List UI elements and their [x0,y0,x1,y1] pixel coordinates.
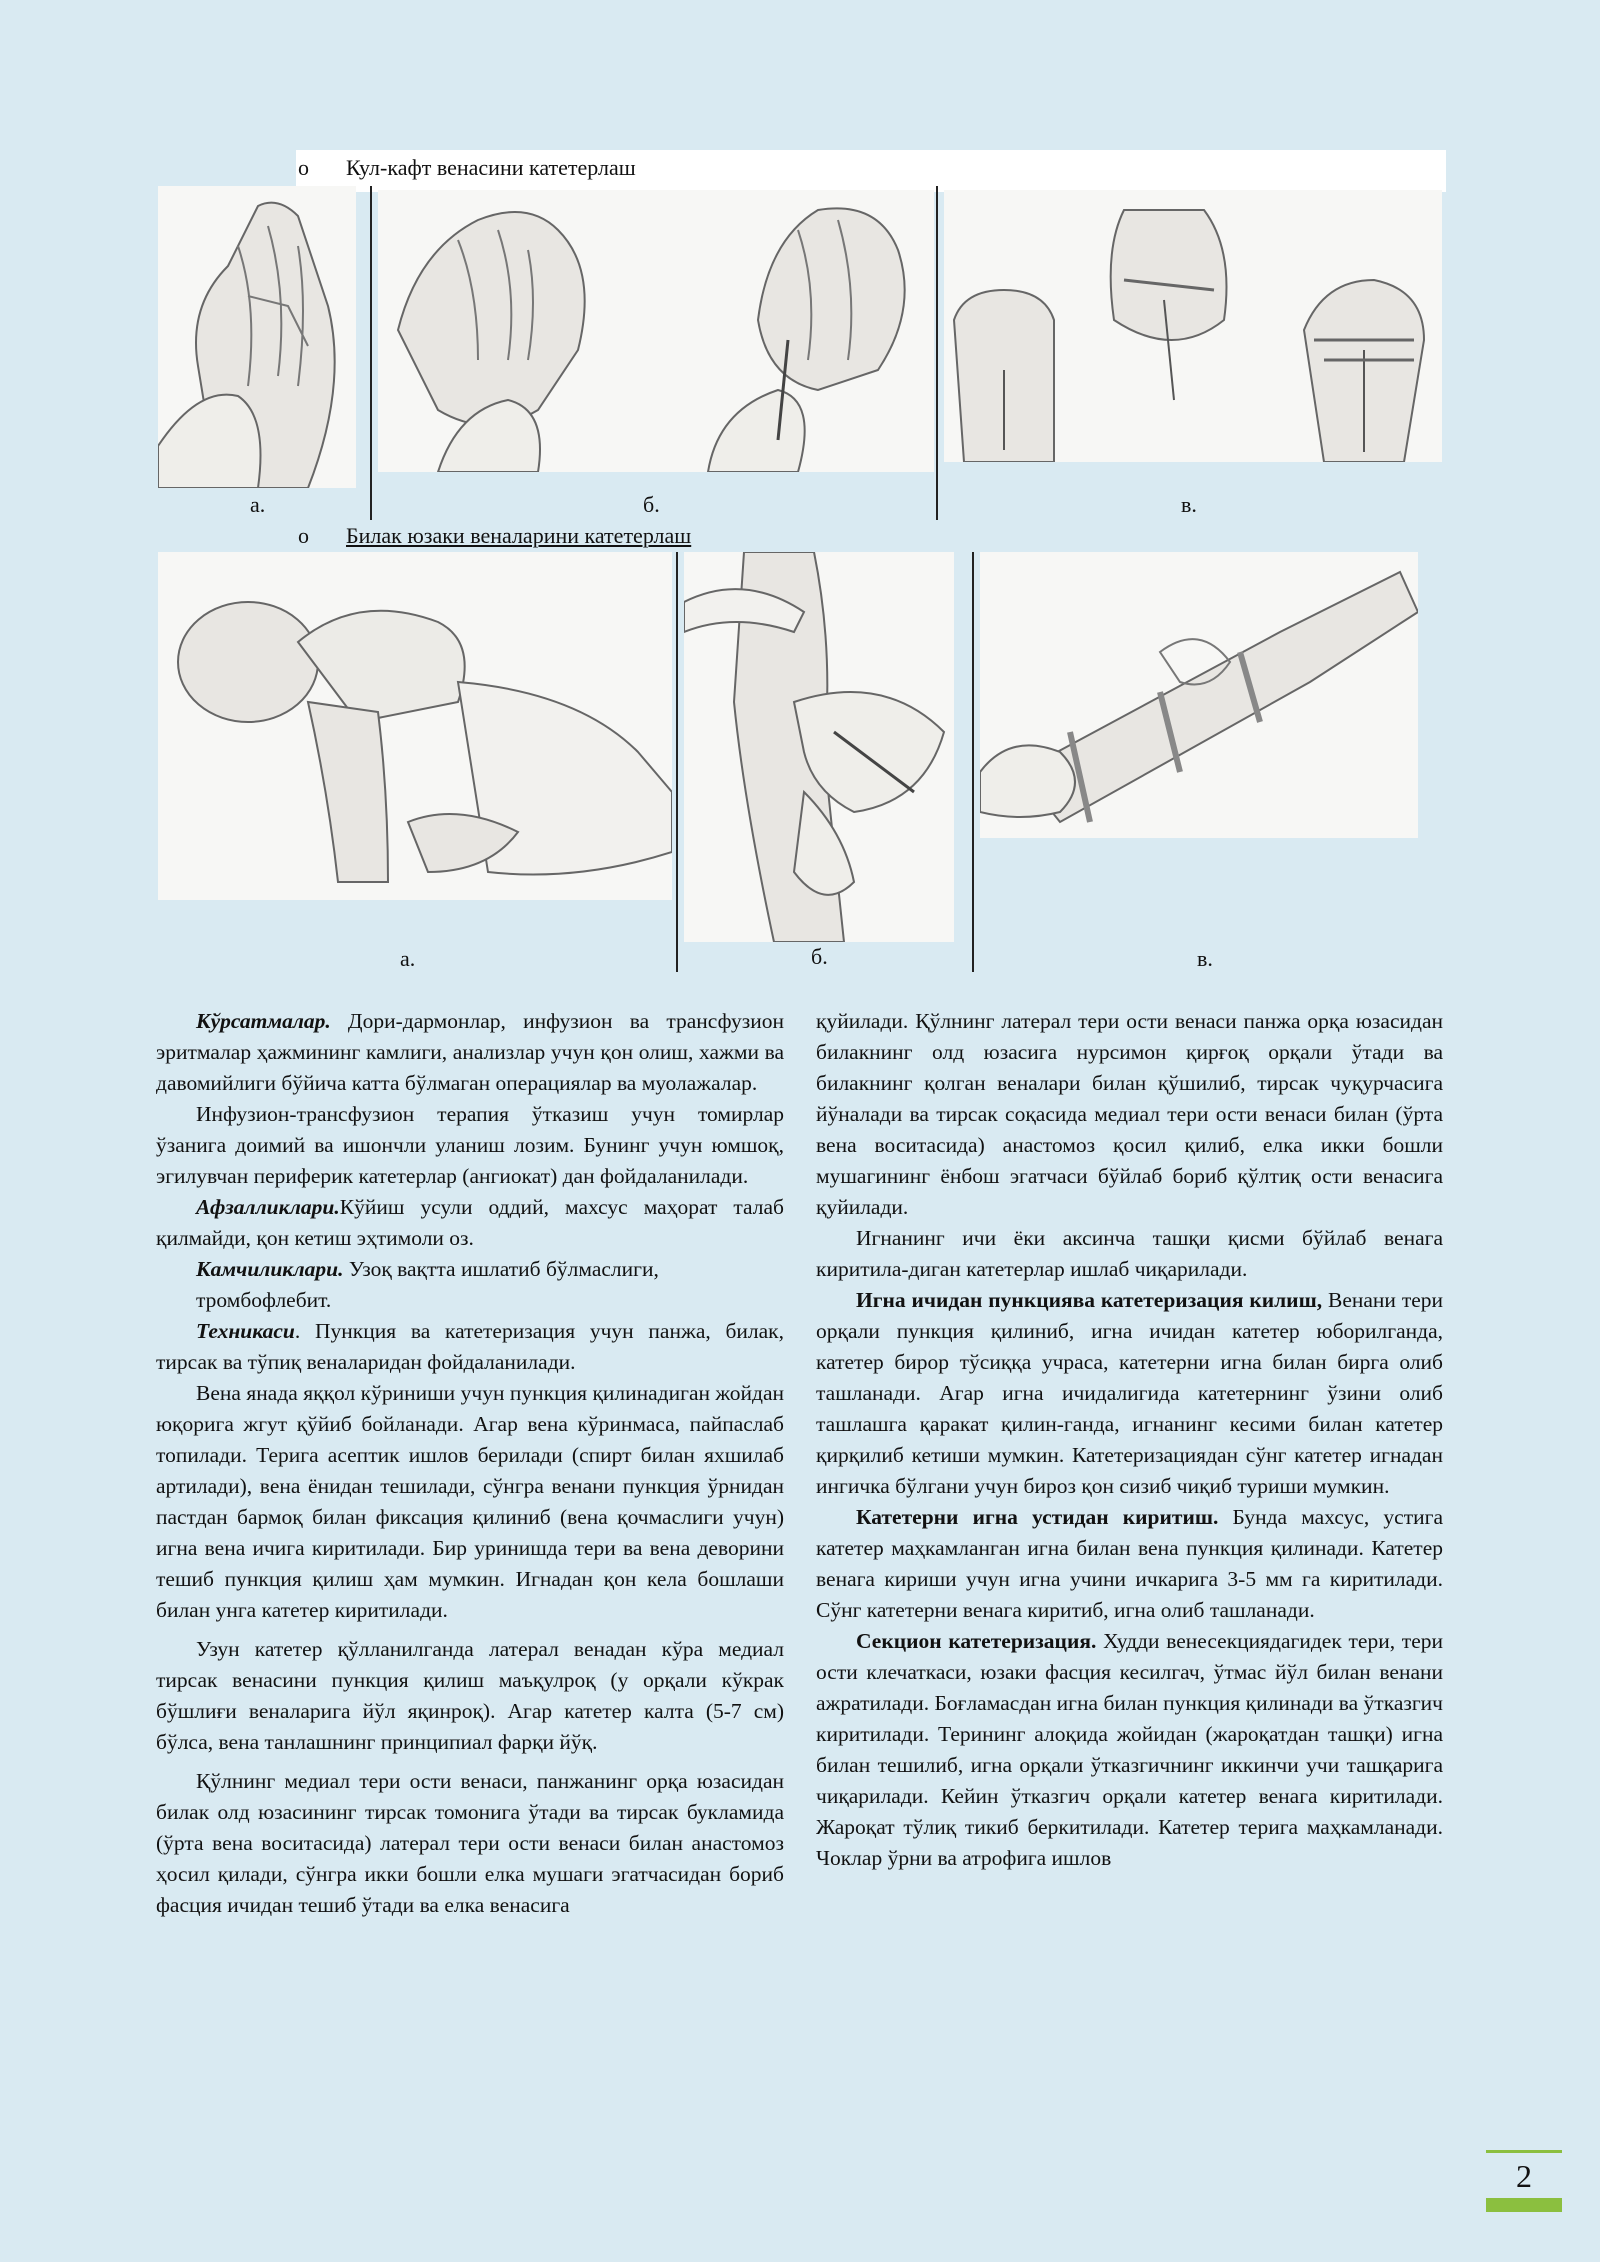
section2-heading [298,522,1298,550]
divider-line [370,186,372,520]
caption-a: а. [250,492,266,517]
figure-forearm-vein-c [980,552,1418,838]
figure-hand-vein-a [158,186,356,488]
caption-a: а. [400,946,416,971]
paragraph: Кўрсатмалар. Дори-дармонлар, инфузион ва трансфузион эритмалар ҳажмининг камлиги, анализлар учун қон олиш, хажми ва давомийлиги бўйича катта бўлмаган операциялар ва муолажалар. [156,1009,784,1095]
paragraph-lead: Катетерни игна устидан киритиш. [856,1505,1219,1529]
caption-c: в. [1197,946,1213,971]
divider-line [936,186,938,520]
section1-heading [298,154,1298,182]
caption-b: б. [643,492,660,517]
paragraph: Игна ичидан пункциява катетеризация килиш, Венани тери орқали пункция қилиниб, игна ичидан катетер юборилганда, катетер бирор тўсиққа учраса, катетерни игна билан бирга олиб ташланади. Агар игна ичидалигида катетернинг ўзини олиб ташлашга қаракат қилин-ганда, игнанинг кесими билан катетер қирқилиб кетиши мумкин. Катетеризациядан сўнг катетер игнадан ингичка бўлгани учун бироз қон сизиб чиқиб туриши мумкин. [816,1288,1444,1498]
figure-forearm-vein-a [158,552,672,900]
paragraph-lead: Афзалликлари. [196,1195,340,1219]
paragraph: Узун катетер қўлланилганда латерал венадан кўра медиал тирсак венасини пункция қилиш маъқулроқ (у орқали кўкрак бўшлиғи веналарига йўл яқинроқ). Агар катетер калта (5-7 см) бўлса, вена танлашнинг принципиал фарқи йўқ. [156,1637,784,1754]
divider-line [676,552,678,972]
figure-hand-vein-c [944,190,1442,462]
caption-b: б. [811,944,828,969]
paragraph-lead: Кўрсатмалар. [196,1009,331,1033]
paragraph: Инфузион-трансфузион терапия ўтказиш учун томирлар ўзанига доимий ва ишончли уланиш лозим. Бунинг учун юмшоқ, эгилувчан периферик катетерлар (ангиокат) дан фойдаланилади. [156,1102,784,1188]
section2-title: Билак юзаки веналарини катетерлаш [346,523,692,548]
paragraph: Қўлнинг медиал тери ости венаси, панжанинг орқа юзасидан билак олд юзасининг тирсак томонига ўтади ва тирсак букламида (ўрта вена воситасида) латерал тери ости венаси билан анастомоз ҳосил қилади, сўнгра икки бошли елка мушаги эгатчасидан бориб фасция ичидан тешиб ўтади ва елка венасига [156,1769,784,1917]
figure-hand-vein-b [378,190,934,472]
paragraph: Вена янада яққол кўриниши учун пункция қилинадиган жойдан юқорига жгут қўйиб бойланади. Агар вена кўринмаса, пайпаслаб топилади. Терига асептик ишлов берилади (спирт билан яхшилаб артилади), вена ёнидан тешилади, сўнгра венани пункция ўрнидан пастдан бармоқ билан фиксация қилиниб (вена қочмаслиги учун) игна вена ичига киритилади. Бир уринишда тери ва вена деворини тешиб пункция қилиш ҳам мумкин. Игнадан қон кела бошлаши билан унга катетер киритилади. [156,1381,784,1622]
page-number-rule-bottom [1486,2198,1562,2212]
paragraph: қуйилади. Қўлнинг латерал тери ости венаси панжа орқа юзасидан билакнинг олд юзасига нурсимон қирғоқ орқали ўтади ва билакнинг қолган веналари билан қўшилиб, тирсак чуқурчасига йўналади ва тирсак соқасида медиал тери ости венаси билан (ўрта вена воситасида) анастомоз қосил қилиб, елка икки бошли мушагининг ёнбош эгатчаси бўйлаб бориб қўлтиқ ости венасига қуйилади. [816,1009,1443,1219]
paragraph: Секцион катетеризация. Худди венесекциядагидек тери, тери ости клечаткаси, юзаки фасция кесилгач, ўтмас йўл билан венани ажратилади. Боғламасдан игна билан пункция қилинади ва ўтказгич киритилади. Терининг алоқида жойидан (жароқатдан ташқи) игна билан тешилиб, игна орқали ўтказгичнинг иккинчи учи ташқарига чиқарилади. Кейин ўтказгич орқали катетер венага киритилади. Жароқат тўлиқ тикиб беркитилади. Катетер терига маҳкамланади. Чоклар ўрни ва атрофига ишлов [816,1629,1443,1870]
paragraph: Техникаси. Пункция ва катетеризация учун панжа, билак, тирсак ва тўпиқ веналаридан фойдаланилади. [156,1319,784,1374]
divider-line [972,552,974,972]
bullet-icon: o [298,523,309,548]
page-number: 2 [1516,2158,1532,2194]
section1-title: Кул-кафт венасини катетерлаш [346,155,636,180]
paragraph-lead: Камчиликлари. [196,1257,344,1281]
paragraph-lead: Секцион катетеризация. [856,1629,1097,1653]
page-number-rule-top [1486,2150,1562,2153]
figure-forearm-vein-b [684,552,954,942]
paragraph: Катетерни игна устидан киритиш. Бунда махсус, устига катетер маҳкамланган игна билан вена пункция қилинади. Катетер венага кириши учун игна учини ичкарига 3-5 мм га киритилади. Сўнг катетерни венага киритиб, игна олиб ташланади. [816,1505,1443,1622]
paragraph-lead: Техникаси [196,1319,295,1343]
paragraph: Игнанинг ичи ёки аксинча ташқи қисми бўйлаб венага киритила-диган катетерлар ишлаб чиқарилади. [816,1226,1443,1281]
paragraph: Афзалликлари.Кўйиш усули оддий, махсус маҳорат талаб қилмайди, қон кетиш эҳтимоли оз. [156,1195,784,1250]
paragraph-lead: Игна ичидан пункциява катетеризация килиш, [856,1288,1323,1312]
paragraph: Камчиликлари. Узоқ вақтта ишлатиб бўлмаслиги, тромбофлебит. [196,1257,659,1312]
bullet-icon: o [298,155,309,180]
left-text-column [156,1006,784,1921]
right-text-column [816,1006,1443,1874]
caption-c: в. [1181,492,1197,517]
